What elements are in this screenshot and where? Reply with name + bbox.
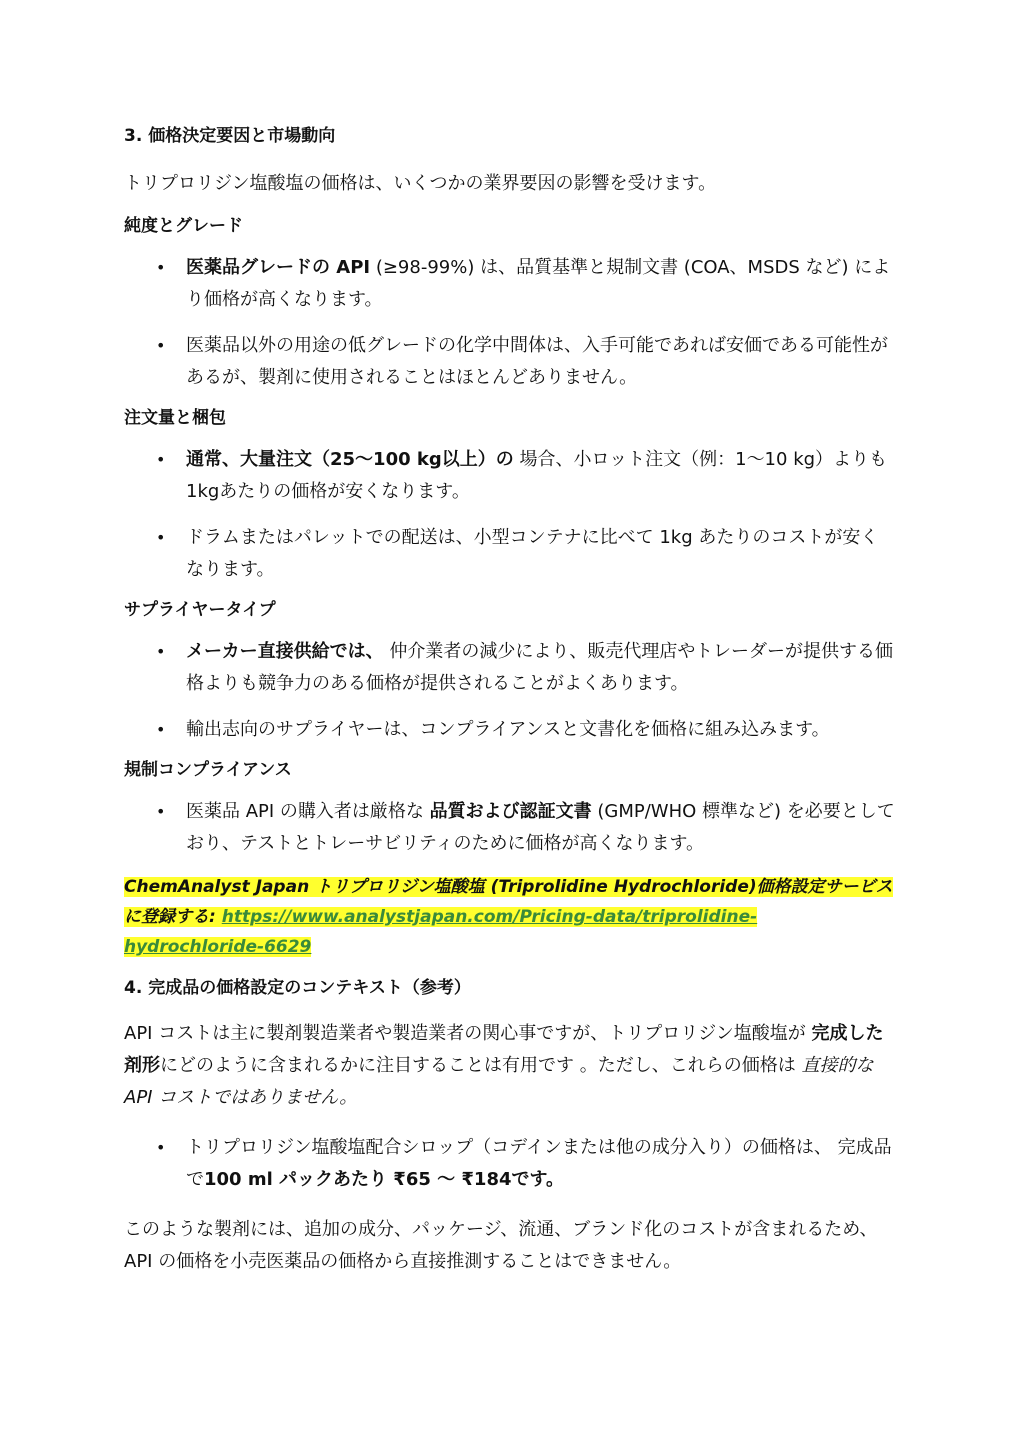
paragraph-text: API コストは主に製剤製造業者や製造業者の関心事ですが、トリプロリジン塩酸塩が xyxy=(124,1023,812,1044)
regulatory-list xyxy=(124,796,895,860)
list-item xyxy=(186,522,895,586)
list-item-text: (≥98-99%) は、品質基準と規制文書 (COA、MSDS など) により価格が高くなります。 xyxy=(186,257,891,310)
list-item-bold: 通常、大量注文（25〜100 kg以上）の xyxy=(186,449,514,470)
promo-text: ChemAnalyst Japan トリプロリジン塩酸塩 (Triprolidine Hydrochloride)価格設定サービスに登録する: xyxy=(124,877,893,927)
list-item xyxy=(186,252,895,316)
list-item xyxy=(186,1132,895,1196)
supplier-heading: サプライヤータイプ xyxy=(124,600,276,620)
list-item-text: 医薬品 API の購入者は厳格な xyxy=(186,801,430,822)
list-item-bold: 医薬品グレードの API xyxy=(186,257,371,278)
section4-heading: 4. 完成品の価格設定のコンテキスト（参考） xyxy=(124,978,471,998)
paragraph-bold: 完成した剤形 xyxy=(124,1023,884,1076)
supplier-list xyxy=(124,636,895,746)
section3-intro: トリプロリジン塩酸塩の価格は、いくつかの業界要因の影響を受けます。 xyxy=(124,173,717,194)
purity-heading: 純度とグレード xyxy=(124,216,243,236)
section4-closing: このような製剤には、追加の成分、パッケージ、流通、ブランド化のコストが含まれるため、API の価格を小売医薬品の価格から直接推測することはできません。 xyxy=(124,1219,878,1272)
promo-paragraph xyxy=(124,872,895,962)
list-item-bold: 品質および認証文書 xyxy=(429,801,592,822)
volume-list xyxy=(124,444,895,586)
list-item-text: (GMP/WHO 標準など) を必要としており、テストとトレーサビリティのために価格が高くなります。 xyxy=(186,801,895,854)
list-item-bold: メーカー直接供給では、 xyxy=(186,641,384,662)
list-item xyxy=(186,714,895,746)
list-item xyxy=(186,796,895,860)
paragraph-italic: 直接的なAPI コストではありません。 xyxy=(124,1055,874,1108)
list-item-text: 仲介業者の減少により、販売代理店やトレーダーが提供する価格よりも競争力のある価格が提供されることがよくあります。 xyxy=(186,641,893,694)
regulatory-heading: 規制コンプライアンス xyxy=(124,760,292,780)
section4-list xyxy=(124,1132,895,1196)
list-item xyxy=(186,444,895,508)
list-item-bold: 100 ml パックあたり ₹65 〜 ₹184です。 xyxy=(204,1169,565,1190)
list-item-text: トリプロリジン塩酸塩配合シロップ（コデインまたは他の成分入り）の価格は、 完成品で xyxy=(186,1137,892,1190)
volume-heading: 注文量と梱包 xyxy=(124,408,226,428)
promo-link[interactable]: https://www.analystjapan.com/Pricing-data/triprolidine-hydrochloride-6629 xyxy=(124,907,758,957)
list-item xyxy=(186,636,895,700)
section4-paragraph xyxy=(124,1018,895,1114)
list-item xyxy=(186,330,895,394)
purity-list xyxy=(124,252,895,394)
list-item-text: ドラムまたはパレットでの配送は、小型コンテナに比べて 1kg あたりのコストが安くなります。 xyxy=(186,527,879,580)
paragraph-text: にどのように含まれるかに注目することは有用です 。ただし、これらの価格は xyxy=(160,1055,802,1076)
section3-heading: 3. 価格決定要因と市場動向 xyxy=(124,126,336,146)
list-item-text: 輸出志向のサプライヤーは、コンプライアンスと文書化を価格に組み込みます。 xyxy=(186,719,830,740)
list-item-text: 場合、小ロット注文（例：1〜10 kg）よりも1kgあたりの価格が安くなります。 xyxy=(186,449,888,502)
list-item-text: 医薬品以外の用途の低グレードの化学中間体は、入手可能であれば安価である可能性があるが、製剤に使用されることはほとんどありません。 xyxy=(186,335,888,388)
